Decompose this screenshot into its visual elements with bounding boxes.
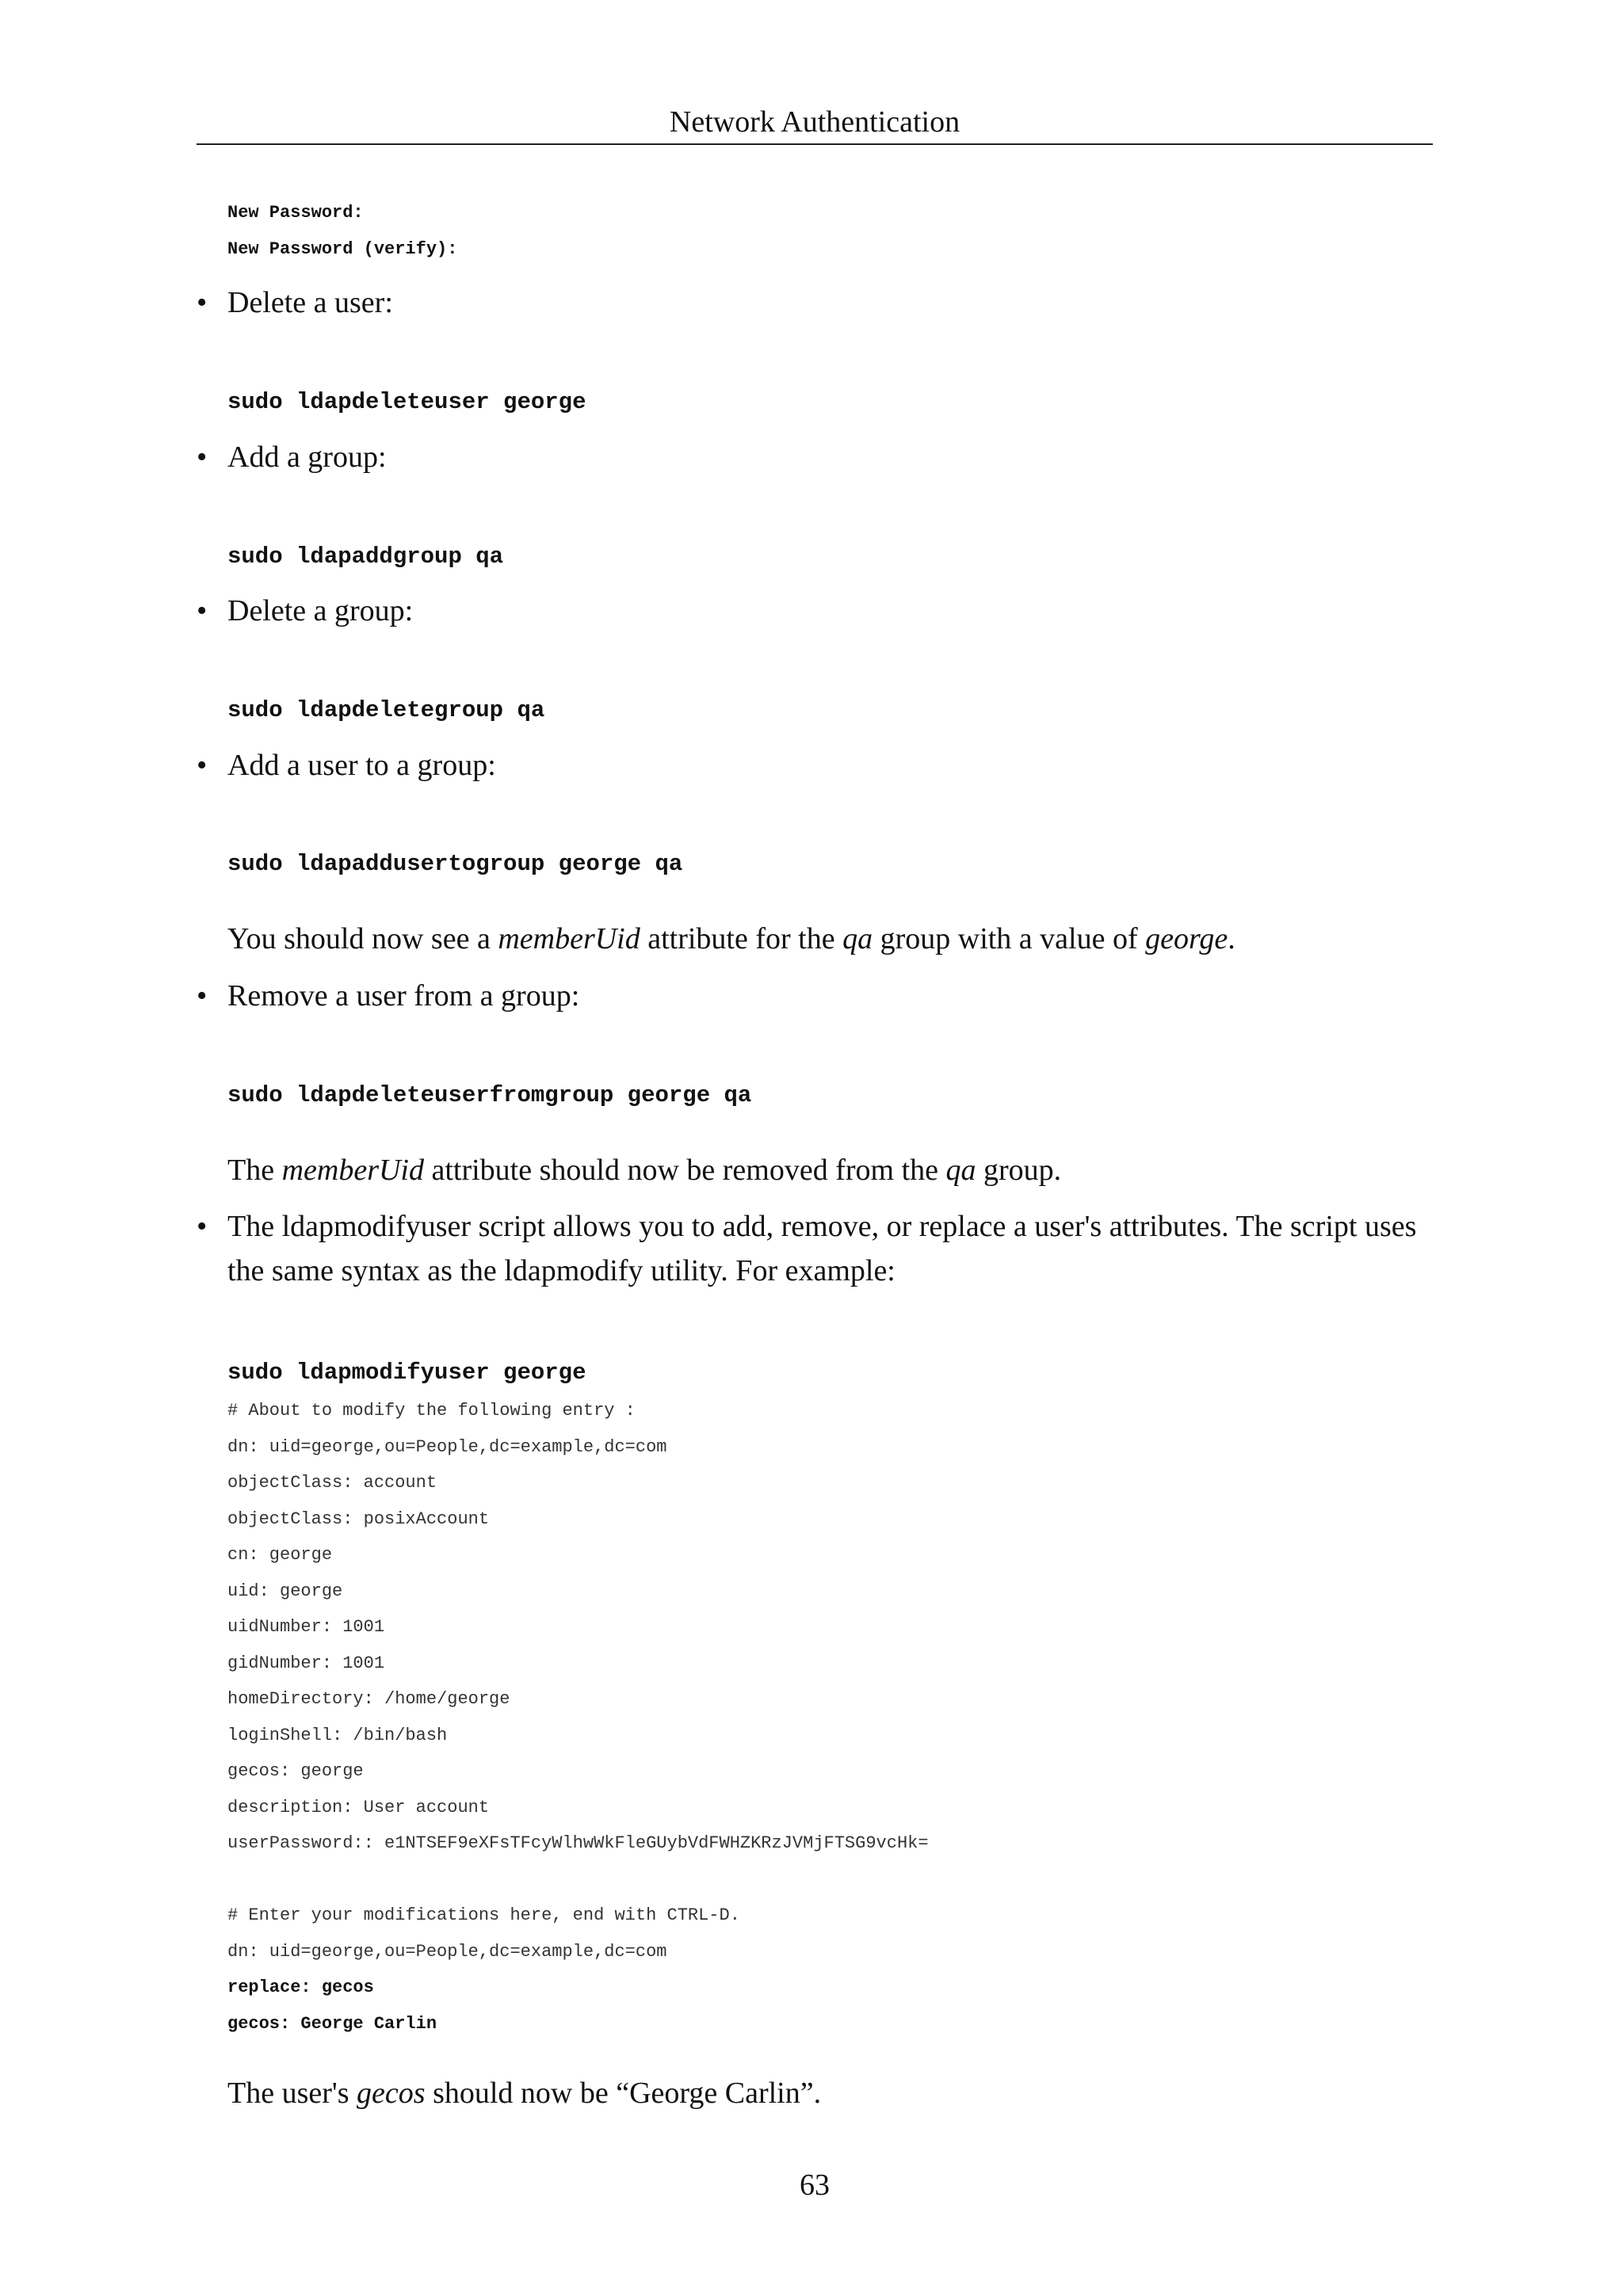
bullet-text: The ldapmodifyuser script allows you to add, remove, or replace a user's attributes. The script uses	[227, 1210, 1417, 1243]
bullet-text: Remove a user from a group:	[227, 979, 580, 1013]
code-line: replace: gecos	[227, 1978, 374, 1997]
code-line: gecos: George Carlin	[227, 2014, 437, 2034]
removed-paragraph: The memberUid attribute should now be removed from the qa group.	[227, 1154, 1062, 1187]
page-number: 63	[800, 2168, 830, 2202]
running-header: Network Authentication	[669, 105, 960, 139]
bullet-text: Add a user to a group:	[227, 749, 496, 782]
bullet-text: Delete a group:	[227, 594, 414, 627]
bullet-marker: •	[197, 594, 208, 627]
gecos-paragraph: The user's gecos should now be “George Carlin”.	[227, 2077, 822, 2110]
code-line: userPassword:: e1NTSEF9eXFsTFcyWlhwWkFleGUybVdFWHZKRzJVMjFTSG9vcHk=	[227, 1833, 929, 1853]
bullet-text: Delete a user:	[227, 286, 393, 319]
bullet-text-continued: the same syntax as the ldapmodify utility. For example:	[227, 1254, 896, 1287]
code-line: objectClass: account	[227, 1473, 437, 1493]
command-line: sudo ldapdeleteuser george	[227, 389, 586, 415]
command-line: sudo ldapdeletegroup qa	[227, 697, 545, 723]
code-line: objectClass: posixAccount	[227, 1509, 490, 1529]
code-line: loginShell: /bin/bash	[227, 1726, 448, 1745]
bullet-text: Add a group:	[227, 441, 387, 474]
code-line: uidNumber: 1001	[227, 1617, 385, 1637]
bullet-marker: •	[197, 1210, 208, 1243]
code-line: New Password:	[227, 203, 364, 223]
command-line: sudo ldapaddgroup qa	[227, 543, 504, 570]
command-line: sudo ldapdeleteuserfromgroup george qa	[227, 1082, 752, 1108]
bullet-marker: •	[197, 749, 208, 782]
command-line: sudo ldapaddusertogroup george qa	[227, 851, 683, 877]
bullet-marker: •	[197, 286, 208, 319]
bullet-marker: •	[197, 441, 208, 474]
code-line: gidNumber: 1001	[227, 1653, 385, 1673]
memberuid-paragraph: You should now see a memberUid attribute for the qa group with a value of george.	[227, 922, 1235, 955]
code-line: # About to modify the following entry :	[227, 1401, 636, 1421]
code-line: dn: uid=george,ou=People,dc=example,dc=com	[227, 1942, 667, 1962]
code-line: description: User account	[227, 1798, 490, 1817]
code-line: homeDirectory: /home/george	[227, 1689, 510, 1709]
code-line: # Enter your modifications here, end with CTRL-D.	[227, 1905, 740, 1925]
header-rule	[197, 143, 1433, 145]
code-line: gecos: george	[227, 1761, 364, 1781]
bullet-marker: •	[197, 979, 208, 1013]
code-line: uid: george	[227, 1581, 343, 1601]
code-line: cn: george	[227, 1545, 333, 1565]
code-line: dn: uid=george,ou=People,dc=example,dc=com	[227, 1437, 667, 1457]
command-line: sudo ldapmodifyuser george	[227, 1360, 586, 1386]
code-line: New Password (verify):	[227, 239, 458, 259]
